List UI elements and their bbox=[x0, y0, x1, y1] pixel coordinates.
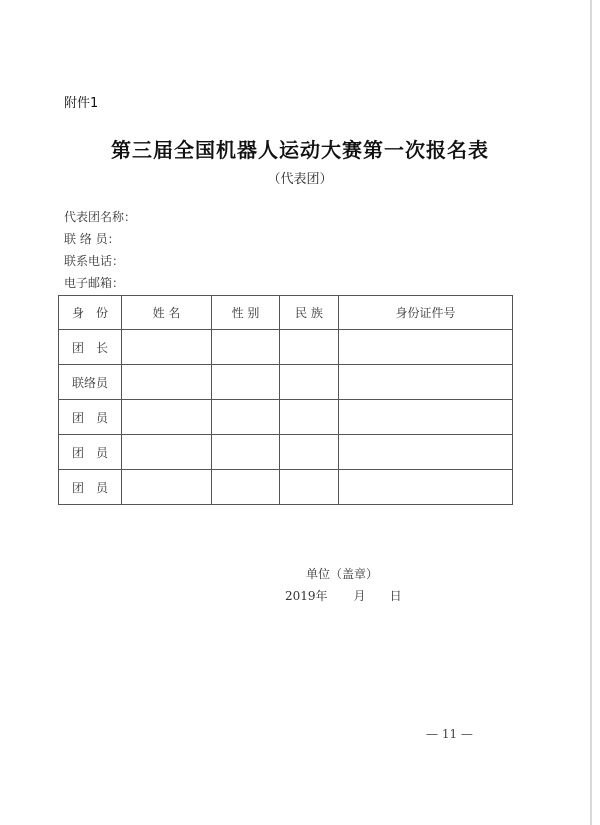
header-ethnicity: 民 族 bbox=[280, 296, 339, 330]
ethnicity-cell[interactable] bbox=[280, 330, 339, 365]
role-cell: 团 员 bbox=[59, 470, 122, 505]
date-year: 2019年 bbox=[285, 589, 328, 603]
role-cell: 联络员 bbox=[59, 365, 122, 400]
ethnicity-cell[interactable] bbox=[280, 435, 339, 470]
table-row bbox=[59, 435, 513, 470]
header-name: 姓 名 bbox=[122, 296, 212, 330]
delegation-name-label: 代表团名称： bbox=[64, 210, 137, 224]
table-row bbox=[59, 330, 513, 365]
contact-phone-label: 联系电话： bbox=[64, 254, 125, 268]
form-title: 第三届全国机器人运动大赛第一次报名表 bbox=[111, 138, 489, 162]
role-cell: 团 员 bbox=[59, 435, 122, 470]
gender-cell[interactable] bbox=[212, 365, 280, 400]
ethnicity-cell[interactable] bbox=[280, 470, 339, 505]
role-cell: 团 长 bbox=[59, 330, 122, 365]
attachment-label: 附件1 bbox=[64, 96, 99, 111]
page-edge bbox=[590, 0, 592, 825]
seal-label: 单位（盖章） bbox=[306, 567, 379, 581]
id-number-cell[interactable] bbox=[339, 365, 513, 400]
gender-cell[interactable] bbox=[212, 435, 280, 470]
id-number-cell[interactable] bbox=[339, 400, 513, 435]
ethnicity-cell[interactable] bbox=[280, 400, 339, 435]
name-cell[interactable] bbox=[122, 470, 212, 505]
table-row bbox=[59, 470, 513, 505]
id-number-cell[interactable] bbox=[339, 470, 513, 505]
table-header-row bbox=[59, 296, 513, 330]
ethnicity-cell[interactable] bbox=[280, 365, 339, 400]
form-subtitle: （代表团） bbox=[267, 172, 333, 187]
contact-person-label: 联 络 员： bbox=[64, 232, 120, 246]
table-row bbox=[59, 400, 513, 435]
header-gender: 性 别 bbox=[212, 296, 280, 330]
name-cell[interactable] bbox=[122, 435, 212, 470]
date-line bbox=[285, 587, 402, 604]
id-number-cell[interactable] bbox=[339, 330, 513, 365]
table-row bbox=[59, 365, 513, 400]
gender-cell[interactable] bbox=[212, 330, 280, 365]
name-cell[interactable] bbox=[122, 400, 212, 435]
header-id-number: 身份证件号 bbox=[339, 296, 513, 330]
registration-table bbox=[58, 295, 513, 505]
name-cell[interactable] bbox=[122, 365, 212, 400]
page-number: — 11 — bbox=[426, 727, 473, 741]
date-day: 日 bbox=[389, 589, 402, 603]
gender-cell[interactable] bbox=[212, 400, 280, 435]
gender-cell[interactable] bbox=[212, 470, 280, 505]
name-cell[interactable] bbox=[122, 330, 212, 365]
role-cell: 团 员 bbox=[59, 400, 122, 435]
id-number-cell[interactable] bbox=[339, 435, 513, 470]
date-month: 月 bbox=[353, 589, 366, 603]
header-role: 身 份 bbox=[59, 296, 122, 330]
email-label: 电子邮箱： bbox=[64, 276, 125, 290]
